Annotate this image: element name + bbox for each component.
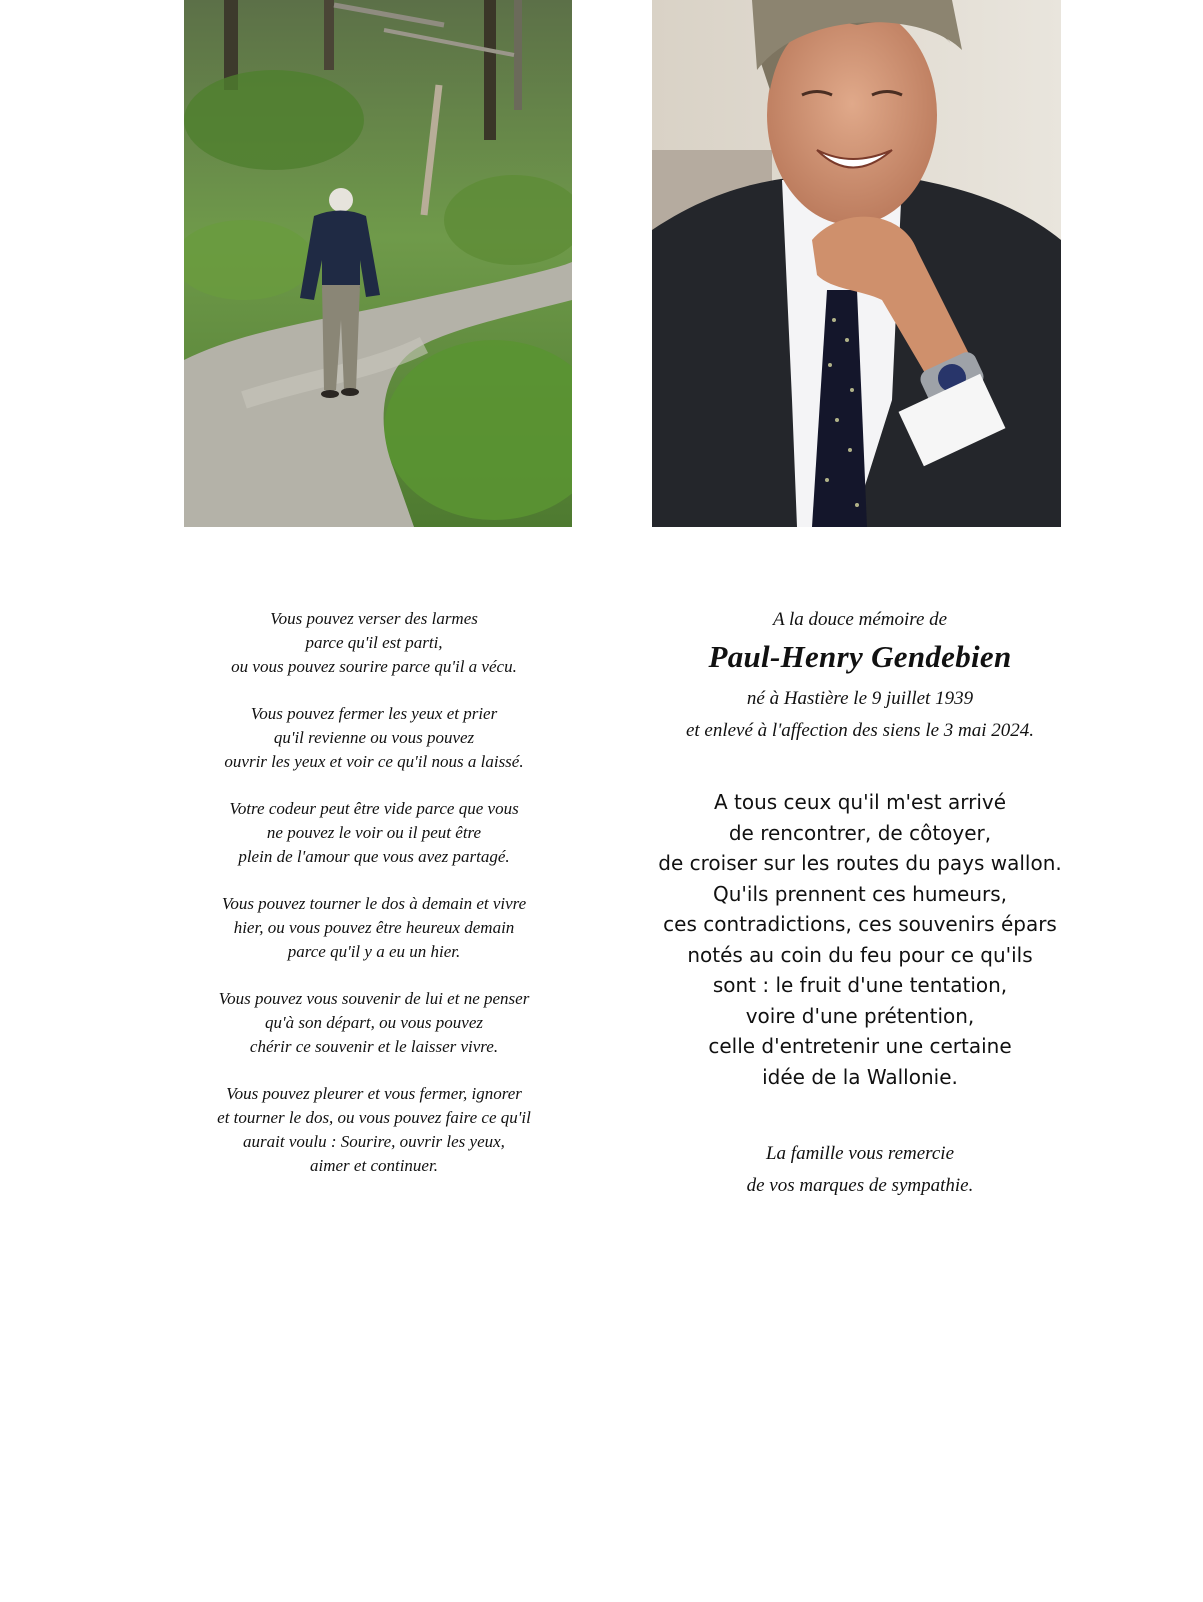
message-line: Qu'ils prennent ces humeurs, — [712, 881, 1007, 906]
portrait-photo — [652, 0, 1061, 527]
poem-line: aimer et continuer. — [310, 1156, 438, 1175]
poem-stanza — [173, 702, 575, 774]
poem-line: Vous pouvez tourner le dos à demain et vivre — [221, 894, 527, 913]
thanks-line: La famille vous remercie — [765, 1143, 955, 1164]
poem-stanza — [173, 892, 575, 964]
poem-line: parce qu'il est parti, — [305, 633, 443, 652]
poem-line: ou vous pouvez sourire parce qu'il a vécu. — [231, 657, 517, 676]
poem-line: Vous pouvez pleurer et vous fermer, ignorer — [226, 1084, 522, 1103]
deceased-name: Paul-Henry Gendebien — [708, 639, 1012, 674]
message-line: ces contradictions, ces souvenirs épars — [663, 912, 1057, 936]
poem-line: chérir ce souvenir et le laisser vivre. — [249, 1037, 499, 1056]
birth-line: né à Hastière le 9 juillet 1939 — [746, 688, 974, 709]
family-thanks — [640, 1138, 1080, 1202]
memorial-intro: A la douce mémoire de — [772, 609, 948, 630]
poem-line: ne pouvez le voir ou il peut être — [266, 823, 482, 842]
forest-path-walker-photo — [184, 0, 572, 527]
poem-stanza — [173, 987, 575, 1059]
poem-stanza — [173, 797, 575, 869]
message-line: voire d'une prétention, — [745, 1003, 975, 1028]
poem-line: parce qu'il y a eu un hier. — [287, 942, 461, 961]
message-line: de croiser sur les routes du pays wallon. — [658, 851, 1062, 875]
poem-line: qu'à son départ, ou vous pouvez — [264, 1013, 483, 1032]
message-line: de rencontrer, de côtoyer, — [728, 820, 992, 845]
memorial-dates — [640, 683, 1080, 747]
poem-line: aurait voulu : Sourire, ouvrir les yeux, — [243, 1132, 505, 1151]
message-line: sont : le fruit d'une tentation, — [712, 973, 1008, 997]
poem-line: qu'il revienne ou vous pouvez — [273, 728, 475, 747]
poem-line: Vous pouvez verser des larmes — [270, 609, 478, 628]
memorial-text — [640, 607, 1080, 1202]
poem-line: Vous pouvez vous souvenir de lui et ne penser — [218, 989, 530, 1008]
thanks-line: de vos marques de sympathie. — [746, 1175, 974, 1196]
poem-line: Vous pouvez fermer les yeux et prier — [250, 704, 498, 723]
poem-line: plein de l'amour que vous avez partagé. — [238, 847, 510, 866]
poem-stanza — [173, 1082, 575, 1178]
poem-line: ouvrir les yeux et voir ce qu'il nous a laissé. — [224, 752, 524, 771]
poem-stanza — [173, 607, 575, 679]
poem-line: Votre codeur peut être vide parce que vous — [229, 799, 519, 818]
message-line: notés au coin du feu pour ce qu'ils — [687, 942, 1033, 967]
poem-line: et tourner le dos, ou vous pouvez faire ce qu'il — [217, 1108, 531, 1127]
death-line: et enlevé à l'affection des siens le 3 mai 2024. — [685, 720, 1035, 741]
message-line: idée de la Wallonie. — [762, 1064, 958, 1089]
message-line: celle d'entretenir une certaine — [708, 1034, 1012, 1058]
poem — [173, 607, 575, 1201]
message-line: A tous ceux qu'il m'est arrivé — [713, 790, 1007, 814]
poem-line: hier, ou vous pouvez être heureux demain — [233, 918, 515, 937]
memorial-message — [640, 787, 1080, 1092]
